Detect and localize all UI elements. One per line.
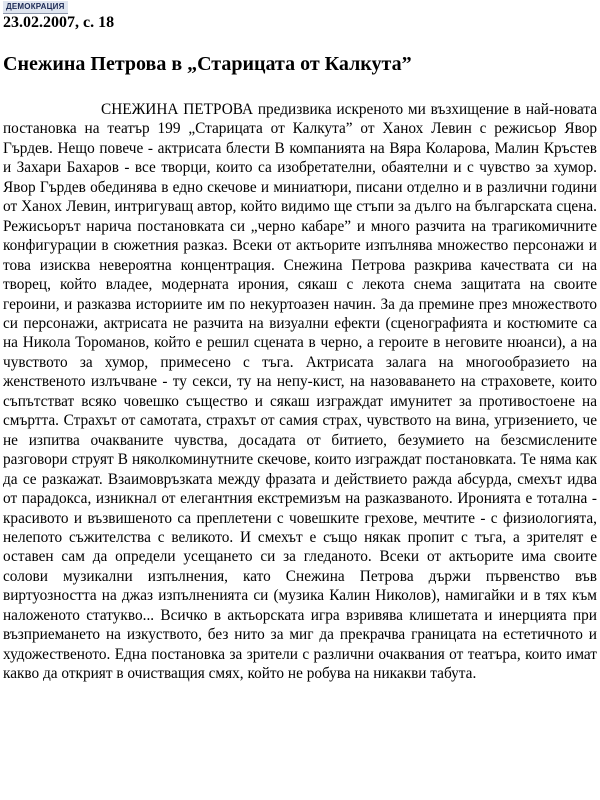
publication-dateline: 23.02.2007, с. 18 xyxy=(3,14,115,31)
article-headline: Снежина Петрова в „Старицата от Калкута” xyxy=(3,53,412,75)
article-body: СНЕЖИНА ПЕТРОВА предизвика искреното ми възхищение в най-новата постановка на театър 199 „Старицата от Калкута” от Ханох Левин с режисьор Явор Гърдев. Нещо повече - актрисата блести В компанията на Вяра Коларова, Малин Кръстев и Захари Бахаров - все творци, които са изобретателни, обаятелни и с чувство за хумор. Явор Гърдев обединява в едно скечове и миниатюри, писани отделно и в различни години от Ханох Левин, интригуващ автор, който видимо ще стъпи за дълго на българската сцена. Режисьорът нарича постановката си „черно кабаре” и много разчита на трагикомичните конфигурации в сюжетния разказ. Всеки от актьорите изпълнява множество персонажи и това изисква невероятна концентрация. Снежина Петрова разкрива качествата си на творец, който владее, модерната ирония, сякаш с лекота снема защитата на своите героини, и разказва историите им по некуртоазен начин. За да премине през множеството си персонажи, актрисата не разчита на визуални ефекти (сценографията и костюмите са на Никола Тороманов, който е решил сцената в черно, а героите в неговите нюанси), а на чувството за хумор, примесено с тъга. Актрисата залага на многообразието на женственото излъчване - ту секси, ту на непу-кист, на назоваването на страховете, които съпътстват всяко човешко същество и сякаш изграждат имунитет за противостоене на смъртта. Страхът от самотата, страхът от самия страх, чувството на вина, угризението, че не изпитва очакваните чувства, досадата от битието, безумието на безсмислените разговори струят В няколкоминутните скечове, които изграждат постановката. Те няма как да се разкажат. Взаимовръзката между фразата и действието ражда абсурда, смехът идва от парадокса, изникнал от елегантния екстремизъм на разказваното. Иронията е тотална - красивото и възвишеното са преплетени с човешките грехове, мечтите - с физиологията, нелепото съжителства с великото. И смехът е също някак пропит с тъга, а зрителят е оставен сам да определи усещането си за гледаното. Всеки от актьорите има своите солови музикални изпълнения, като Снежина Петрова държи първенство във виртуозността на джаз изпълненията си (музика Калин Николов), намигайки и в тях към наложеното статукво... Всичко в актьорската игра взривява клишетата и инерцията при възприемането на изкуството, без нито за миг да прекрачва границата на естетичното и художественото. Една постановка за зрители с различни очаквания от театъра, които имат какво да открият в очистващия смях, който не робува на никакви табута. xyxy=(3,101,597,683)
newspaper-logo: ДЕМОКРАЦИЯ xyxy=(3,1,68,14)
